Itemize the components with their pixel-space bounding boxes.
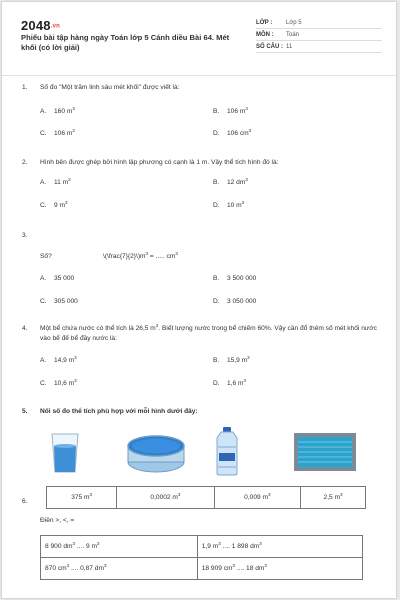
question-text-b: . Biết lượng nước trong bể chiếm 60%. Vậy cần đổ thêm số mét khối nước vào bể để bể đầy nước là:	[40, 325, 377, 342]
pool-image	[126, 432, 186, 474]
q4-option-b[interactable]	[213, 357, 250, 364]
match-value-cell[interactable]	[47, 487, 117, 509]
option-sup: 3	[248, 128, 252, 133]
q4-option-a[interactable]	[40, 357, 77, 364]
meta-count-row	[256, 41, 382, 53]
option-sup: 3	[72, 106, 75, 111]
table-row	[41, 536, 363, 558]
formula-tail: = ..... cm	[148, 253, 176, 260]
cell-left: 1,9 m	[201, 543, 219, 550]
page-title: Phiếu bài tập hàng ngày Toán lớp 5 Cánh diều Bài 64. Mét khối (có lời giải)	[21, 33, 230, 52]
meta-subject-row	[256, 29, 382, 41]
cell-sup: 3	[89, 492, 93, 497]
q2-option-b[interactable]	[213, 179, 248, 186]
question-number: 4.	[22, 325, 28, 332]
compare-table	[40, 535, 363, 580]
q3-option-b[interactable]	[213, 275, 256, 282]
option-value: 106 cm	[227, 130, 249, 137]
match-values-table	[46, 486, 366, 509]
option-letter: D.	[213, 298, 220, 305]
cell-sup: 3	[340, 492, 343, 497]
logo-text: 2048	[21, 18, 51, 33]
cell-sup: 3	[177, 492, 181, 497]
option-value: 3 050 000	[227, 298, 257, 305]
cell-sup: 3	[72, 541, 76, 546]
option-value: 14,9 m	[54, 357, 75, 364]
option-value: 15,9 m	[227, 357, 248, 364]
meta-value: Toán	[286, 31, 300, 38]
question-6	[40, 516, 74, 526]
q1-option-b[interactable]	[213, 108, 248, 115]
match-value-cell[interactable]	[117, 487, 214, 509]
question-text: Điền >, <, =	[40, 517, 75, 524]
cell-sup: 3	[66, 563, 70, 568]
question-number: 6.	[22, 498, 28, 505]
compare-cell[interactable]	[197, 558, 362, 580]
cell-left: 18 909 cm	[201, 565, 233, 572]
meta-info	[256, 17, 382, 53]
q4-option-c[interactable]	[40, 380, 77, 387]
cell-value: 2,5 m	[323, 494, 341, 501]
option-letter: A.	[40, 179, 47, 186]
option-sup: 3	[247, 355, 250, 360]
q3-option-a[interactable]	[40, 275, 74, 282]
q1-option-a[interactable]	[40, 108, 75, 115]
option-letter: D.	[213, 202, 220, 209]
option-value: 1,6 m	[227, 380, 244, 387]
q2-option-d[interactable]	[213, 202, 244, 209]
cell-right: .... 9 m	[75, 543, 97, 550]
q1-option-c[interactable]	[40, 130, 75, 137]
water-glass-image	[50, 432, 80, 474]
option-value: 10 m	[227, 202, 242, 209]
question-text: Hình bên được ghép bởi hình lập phương có cạnh là 1 m. Vậy thể tích hình đó là:	[40, 159, 279, 166]
compare-cell[interactable]	[197, 536, 362, 558]
cell-sup: 3	[267, 492, 271, 497]
option-letter: B.	[213, 275, 220, 282]
option-letter: C.	[40, 130, 47, 137]
swimming-pool-image	[293, 432, 357, 472]
formula-text: \(\frac{7}{2}\)m	[103, 253, 146, 260]
question-text	[40, 324, 380, 344]
option-sup: 3	[65, 200, 68, 205]
worksheet-page	[2, 2, 396, 598]
option-letter: D.	[213, 380, 220, 387]
q4-option-d[interactable]	[213, 380, 246, 387]
cell-value: 0,0002 m	[150, 494, 178, 501]
meta-class-row	[256, 17, 382, 29]
table-row	[47, 487, 366, 509]
option-letter: C.	[40, 202, 47, 209]
compare-cell[interactable]	[41, 558, 198, 580]
question-sup: 3	[155, 323, 159, 328]
meta-key: MÔN :	[256, 31, 274, 38]
question-number: 5.	[22, 408, 28, 415]
q1-option-d[interactable]	[213, 130, 251, 137]
meta-value: Lớp 5	[286, 19, 302, 26]
option-letter: A.	[40, 108, 47, 115]
cell-left: 8 900 dm	[45, 543, 73, 550]
meta-key: LỚP :	[256, 19, 273, 26]
option-sup: 3	[241, 200, 245, 205]
cell-sup: 3	[264, 563, 267, 568]
option-value: 11 m	[54, 179, 69, 186]
question-text: Số?	[40, 253, 52, 260]
option-value: 160 m	[54, 108, 73, 115]
formula-sup: 3	[145, 251, 149, 256]
option-value: 106 m	[227, 108, 246, 115]
cell-sup: 3	[218, 541, 221, 546]
formula-tail-sup: 3	[175, 251, 178, 256]
option-value: 35 000	[54, 275, 75, 282]
question-number: 1.	[22, 84, 28, 91]
option-sup: 3	[245, 106, 248, 111]
question-text: Nối số đo thể tích phù hợp với mỗi hình dưới đây:	[40, 408, 198, 415]
option-letter: C.	[40, 380, 47, 387]
q3-option-c[interactable]	[40, 298, 78, 305]
water-bottle-image	[213, 426, 241, 476]
option-letter: B.	[213, 108, 220, 115]
meta-key: SỐ CÂU :	[256, 43, 283, 50]
option-sup: 3	[245, 177, 248, 182]
option-sup: 2	[72, 128, 75, 133]
option-letter: A.	[40, 275, 47, 282]
cell-right: .... 1 898 dm	[220, 543, 260, 550]
option-value: 12 dm	[227, 179, 246, 186]
site-logo[interactable]	[21, 18, 60, 33]
option-sup: 3	[74, 378, 77, 383]
cell-sup: 3	[97, 541, 100, 546]
match-value-cell[interactable]	[214, 487, 300, 509]
table-row	[41, 558, 363, 580]
option-value: 305 000	[54, 298, 78, 305]
match-value-cell[interactable]	[301, 487, 366, 509]
logo-suffix: .vn	[50, 23, 61, 30]
q2-option-a[interactable]	[40, 179, 71, 186]
question-text-a: Một bể chứa nước có thể tích là 26,5 m	[40, 325, 156, 332]
option-letter: A.	[40, 357, 47, 364]
option-letter: B.	[213, 357, 220, 364]
q3-option-d[interactable]	[213, 298, 256, 305]
option-value: 3 500 000	[227, 275, 257, 282]
cell-left: 870 cm	[45, 565, 67, 572]
question-number: 2.	[22, 159, 28, 166]
question-number: 3.	[22, 232, 28, 239]
cell-value: 0,009 m	[244, 494, 268, 501]
option-sup: 3	[74, 355, 77, 360]
option-value: 9 m	[54, 202, 65, 209]
cell-right: .... 0,87 dm	[69, 565, 104, 572]
option-letter: B.	[213, 179, 220, 186]
option-sup: 3	[68, 177, 71, 182]
formula	[103, 252, 178, 262]
cell-sup: 3	[103, 563, 107, 568]
option-letter: C.	[40, 298, 47, 305]
option-value: 10,6 m	[54, 380, 75, 387]
cell-right: .... 18 dm	[235, 565, 265, 572]
cell-value: 375 m	[71, 494, 90, 501]
option-letter: D.	[213, 130, 220, 137]
cell-sup: 3	[259, 541, 262, 546]
q2-option-c[interactable]	[40, 202, 68, 209]
meta-value: 11	[286, 43, 293, 50]
option-value: 106 m	[54, 130, 73, 137]
divider	[2, 75, 396, 76]
question-text: Số đo "Một trăm linh sáu mét khối" được viết là:	[40, 84, 180, 91]
cell-sup: 3	[232, 563, 236, 568]
option-sup: 3	[243, 378, 247, 383]
compare-cell[interactable]	[41, 536, 198, 558]
